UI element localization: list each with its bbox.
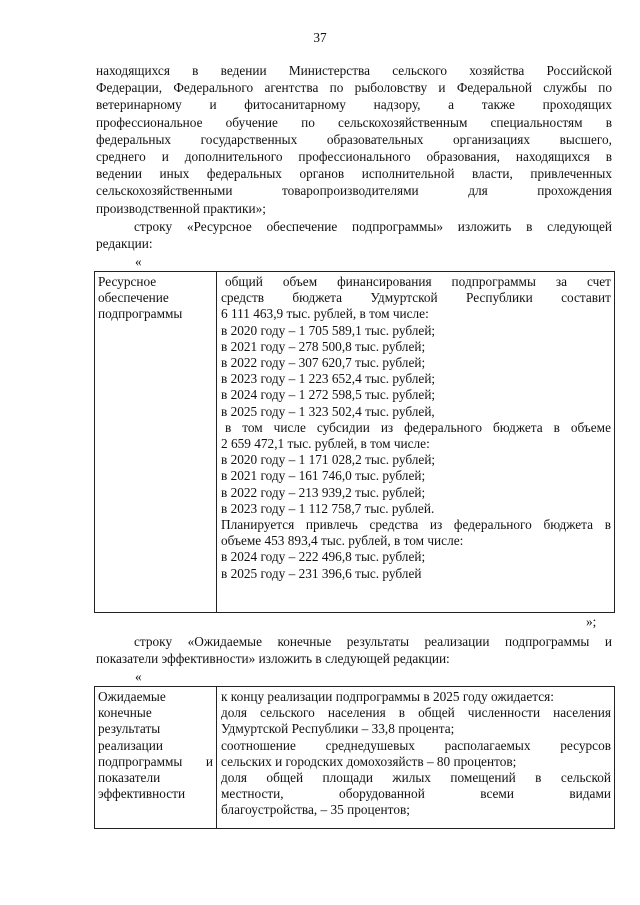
text-line: редакции: [96,236,153,252]
label-line: конечные [98,705,152,721]
content-line: благоустройства, – 35 процентов; [221,802,410,818]
content-line: в 2023 году – 1 112 758,7 тыс. рублей. [221,500,435,516]
content-line: в 2022 году – 213 939,2 тыс. рублей; [221,484,426,500]
content-line: к концу реализации подпрограммы в 2025 году ожидается: [221,689,554,704]
content-line: 2 659 472,1 тыс. рублей, в том числе: [221,436,430,452]
content-line: в 2020 году – 1 171 028,2 тыс. рублей; [221,452,436,468]
content-line: в 2025 году – 231 396,6 тыс. рублей [221,565,422,581]
content-line: в 2025 году – 1 323 502,4 тыс. рублей, [221,403,435,419]
label-line: Ожидаемые [98,689,166,704]
label-line: Ресурсное [98,274,157,289]
content-line: общий объем финансирования подпрограммы за счет [225,274,611,289]
table-label-cell [95,687,217,829]
text-line: строку «Ресурсное обеспечение подпрограммы» изложить в следующей [134,219,612,234]
text-line: производственной практики»; [96,200,266,216]
text-line: Федерации, Федерального агентства по рыболовству и Федеральной службы по [96,80,612,96]
text-line: строку «Ожидаемые конечные результаты реализации подпрограммы и [134,634,612,649]
text-line: показатели эффективности» изложить в следующей редакции: [96,651,450,667]
content-line: в 2023 году – 1 223 652,4 тыс. рублей; [221,371,436,387]
content-line: в 2021 году – 278 500,8 тыс. рублей; [221,338,426,354]
content-line: объеме 453 893,4 тыс. рублей, в том числе: [221,533,464,549]
table-label-cell [95,272,217,613]
resource-provision-table [94,271,615,613]
content-line: в 2021 году – 161 746,0 тыс. рублей; [221,468,426,484]
opening-quote: « [135,254,142,269]
label-line: эффективности [98,786,186,802]
content-line: Планируется привлечь средства из федерального бюджета в [221,517,611,533]
text-line: находящихся в ведении Министерства сельского хозяйства Российской [96,63,612,78]
content-line: в том числе субсидии из федерального бюджета в объеме [225,419,611,435]
table-content-cell [217,687,615,829]
instruction-resource-provision [96,218,612,252]
content-line: местности, оборудованной всеми видами [221,786,611,802]
text-line: ветеринарному и фитосанитарному надзору, а также проходящих [96,97,612,113]
expected-results-table [94,686,615,829]
opening-quote: « [135,669,142,684]
content-line: в 2020 году – 1 705 589,1 тыс. рублей; [221,322,436,338]
label-line: подпрограммы [98,306,183,322]
closing-quote: »; [586,614,597,629]
text-line: ведении иных федеральных органов исполнительной власти, привлеченных [96,166,612,182]
text-line: среднего и дополнительного профессионального образования, находящихся в [96,149,612,165]
label-line: обеспечение [98,290,169,306]
label-line: реализации [98,737,163,753]
text-line: федеральных государственных образовательных организациях высшего, [96,131,612,147]
instruction-expected-results [96,633,612,667]
content-line: средств бюджета Удмуртской Республики составит [221,290,611,306]
content-line: доля сельского населения в общей численности населения [221,705,611,721]
content-line: сельских и городских домохозяйств – 80 процентов; [221,753,517,769]
text-line: сельскохозяйственными товаропроизводителями для прохождения [96,183,612,199]
content-line: Удмуртской Республики – 33,8 процента; [221,721,455,737]
label-line: подпрограммы и [98,753,213,769]
content-line: соотношение среднедушевых располагаемых ресурсов [221,737,611,753]
content-line: в 2024 году – 222 496,8 тыс. рублей; [221,549,426,565]
content-line: доля общей площади жилых помещений в сельской [221,770,611,786]
table-content-cell [217,272,615,613]
content-line: в 2024 году – 1 272 598,5 тыс. рублей; [221,387,436,403]
content-line: в 2022 году – 307 620,7 тыс. рублей; [221,355,426,371]
label-line: показатели [98,770,161,786]
page-number: 37 [313,30,327,45]
content-line: 6 111 463,9 тыс. рублей, в том числе: [221,306,429,322]
label-line: результаты [98,721,161,737]
intro-paragraph [96,62,612,217]
text-line: профессиональное обучение по сельскохозяйственным специальностям в [96,114,612,130]
